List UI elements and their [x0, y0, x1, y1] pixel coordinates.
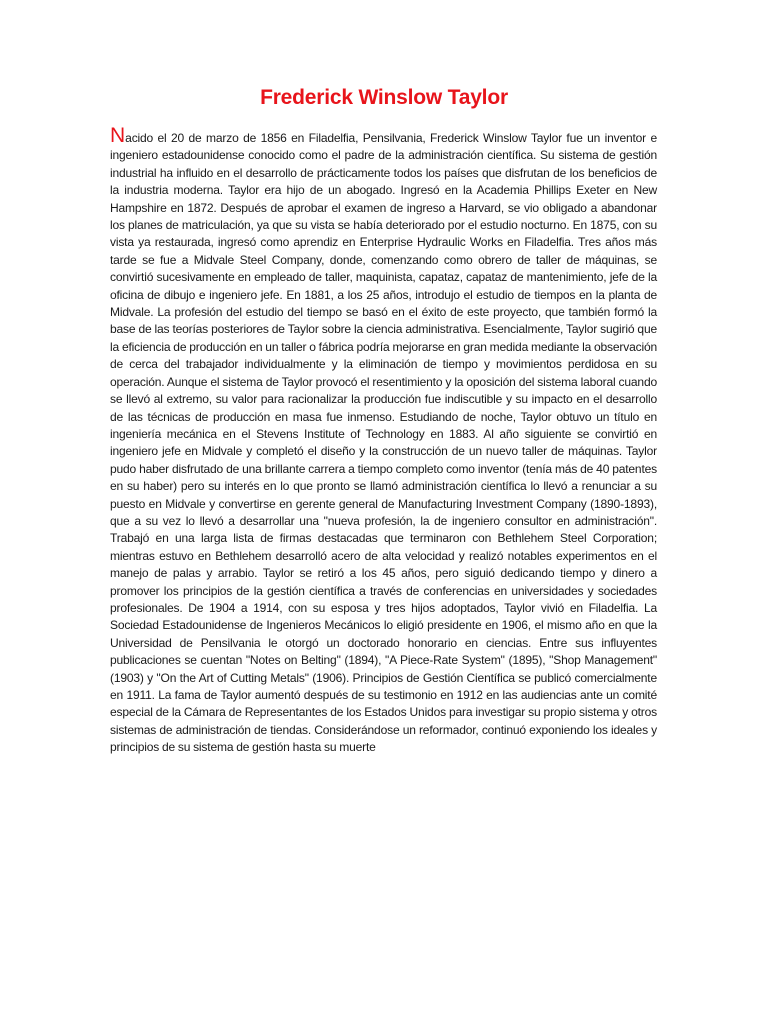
- document-title: Frederick Winslow Taylor: [260, 86, 508, 109]
- drop-cap: N: [110, 124, 126, 147]
- biography-paragraph: [110, 124, 657, 757]
- paragraph-text: acido el 20 de marzo de 1856 en Filadelfia, Pensilvania, Frederick Winslow Taylor fue un inventor e ingeniero estadounidense conocido como el padre de la administración científica. Su sistema de gestión industrial ha influido en el desarrollo de prácticamente todos los países que disfrutan de los beneficios de la industria moderna. Taylor era hijo de un abogado. Ingresó en la Academia Phillips Exeter en New Hampshire en 1872. Después de aprobar el examen de ingreso a Harvard, se vio obligado a abandonar los planes de matriculación, ya que su vista se había deteriorado por el estudio nocturno. En 1875, con su vista ya restaurada, ingresó como aprendiz en Enterprise Hydraulic Works en Filadelfia. Tres años más tarde se fue a Midvale Steel Company, donde, comenzando como obrero de taller de máquinas, se convirtió sucesivamente en empleado de taller, maquinista, capataz, capataz de mantenimiento, jefe de la oficina de dibujo e ingeniero jefe. En 1881, a los 25 años, introdujo el estudio de tiempos en la planta de Midvale. La profesión del estudio del tiempo se basó en el éxito de este proyecto, que también formó la base de las teorías posteriores de Taylor sobre la ciencia administrativa. Esencialmente, Taylor sugirió que la eficiencia de producción en un taller o fábrica podría mejorarse en gran medida mediante la observación de cerca del trabajador individualmente y la eliminación de tiempo y movimientos perdidosa en su operación. Aunque el sistema de Taylor provocó el resentimiento y la oposición del sistema laboral cuando se llevó al extremo, su valor para racionalizar la producción fue indiscutible y su impacto en el desarrollo de las técnicas de producción en masa fue inmenso. Estudiando de noche, Taylor obtuvo un título en ingeniería mecánica en el Stevens Institute of Technology en 1883. Al año siguiente se convirtió en ingeniero jefe en Midvale y completó el diseño y la construcción de un nuevo taller de máquinas. Taylor pudo haber disfrutado de una brillante carrera a tiempo completo como inventor (tenía más de 40 patentes en su haber) pero su interés en lo que pronto se llamó administración científica lo llevó a renunciar a su puesto en Midvale y convertirse en gerente general de Manufacturing Investment Company (1890-1893), que a su vez lo llevó a desarrollar una "nueva profesión, la de ingeniero consultor en administración". Trabajó en una larga lista de firmas destacadas que terminaron con Bethlehem Steel Corporation; mientras estuvo en Bethlehem desarrolló acero de alta velocidad y realizó notables experimentos en el manejo de palas y arrabio. Taylor se retiró a los 45 años, pero siguió dedicando tiempo y dinero a promover los principios de la gestión científica a través de conferencias en universidades y sociedades profesionales. De 1904 a 1914, con su esposa y tres hijos adoptados, Taylor vivió en Filadelfia. La Sociedad Estadounidense de Ingenieros Mecánicos lo eligió presidente en 1906, el mismo año en que la Universidad de Pensilvania le otorgó un doctorado honorario en ciencias. Entre sus influyentes publicaciones se cuentan "Notes on Belting" (1894), "A Piece-Rate System" (1895), "Shop Management" (1903) y "On the Art of Cutting Metals" (1906). Principios de Gestión Científica se publicó comercialmente en 1911. La fama de Taylor aumentó después de su testimonio en 1912 en las audiencias ante un comité especial de la Cámara de Representantes de los Estados Unidos para investigar su propio sistema y otros sistemas de administración de tiendas. Considerándose un reformador, continuó exponiendo los ideales y principios de su sistema de gestión hasta su muerte: [110, 131, 657, 755]
